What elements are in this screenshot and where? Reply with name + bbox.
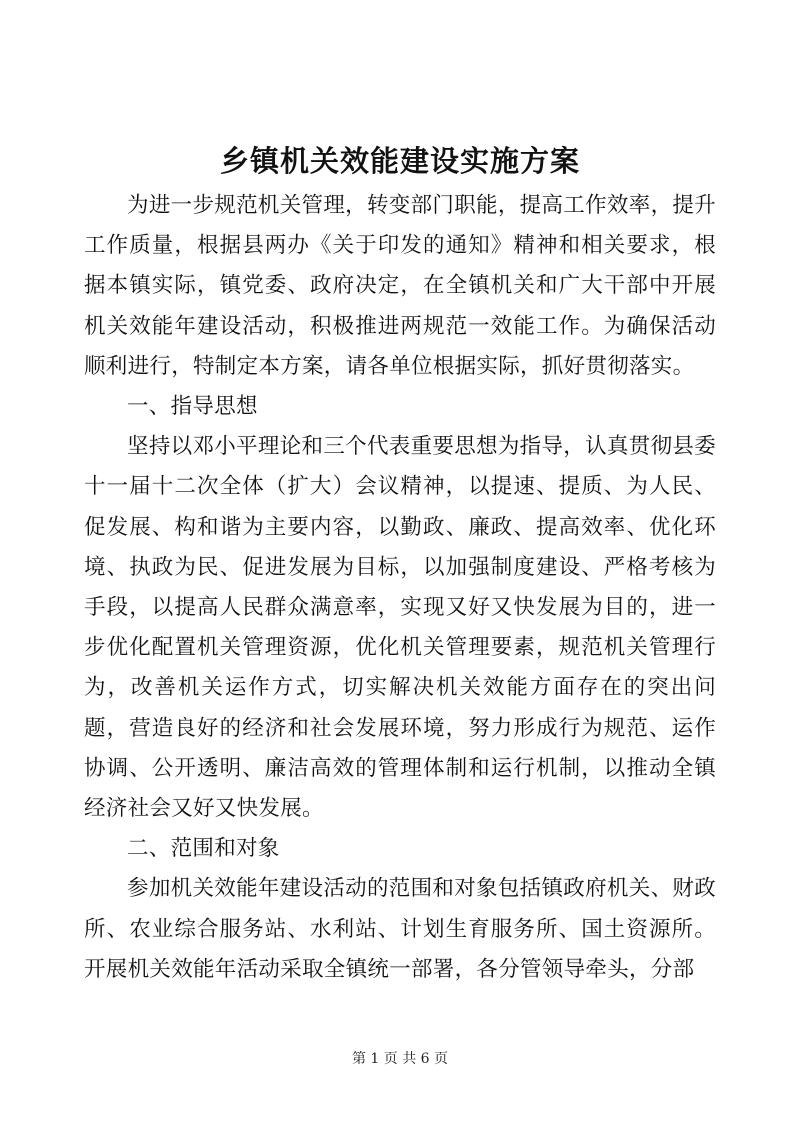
scope-paragraph: 参加机关效能年建设活动的范围和对象包括镇政府机关、财政所、农业综合服务站、水利站、计划生育服务所、国土资源所。开展机关效能年活动采取全镇统一部署，各分管领导牵头，分部 bbox=[84, 876, 716, 982]
document-title: 乡镇机关效能建设实施方案 bbox=[219, 144, 580, 178]
document-body bbox=[84, 186, 716, 990]
guiding-ideology-paragraph: 坚持以邓小平理论和三个代表重要思想为指导，认真贯彻县委十一届十二次全体（扩大）会议精神，以提速、提质、为人民、促发展、构和谐为主要内容，以勤政、廉政、提高效率、优化环境、执政为民、促进发展为目标，以加强制度建设、严格考核为手段，以提高人民群众满意率，实现又好又快发展为目的，进一步优化配置机关管理资源，优化机关管理要素，规范机关管理行为，改善机关运作方式，切实解决机关效能方面存在的突出问题，营造良好的经济和社会发展环境，努力形成行为规范、运作协调、公开透明、廉洁高效的管理体制和运行机制，以推动全镇经济社会又好又快发展。 bbox=[84, 434, 716, 822]
intro-paragraph: 为进一步规范机关管理，转变部门职能，提高工作效率，提升工作质量，根据县两办《关于印发的通知》精神和相关要求，根据本镇实际，镇党委、政府决定，在全镇机关和广大干部中开展机关效能年建设活动，积极推进两规范一效能工作。为确保活动顺利进行，特制定本方案，请各单位根据实际，抓好贯彻落实。 bbox=[84, 193, 716, 379]
page-number-footer: 第 1 页 共 6 页 bbox=[351, 1051, 449, 1067]
section-heading-scope: 二、范围和对象 bbox=[127, 836, 280, 862]
section-heading-guiding-ideology: 一、指导思想 bbox=[127, 394, 258, 420]
